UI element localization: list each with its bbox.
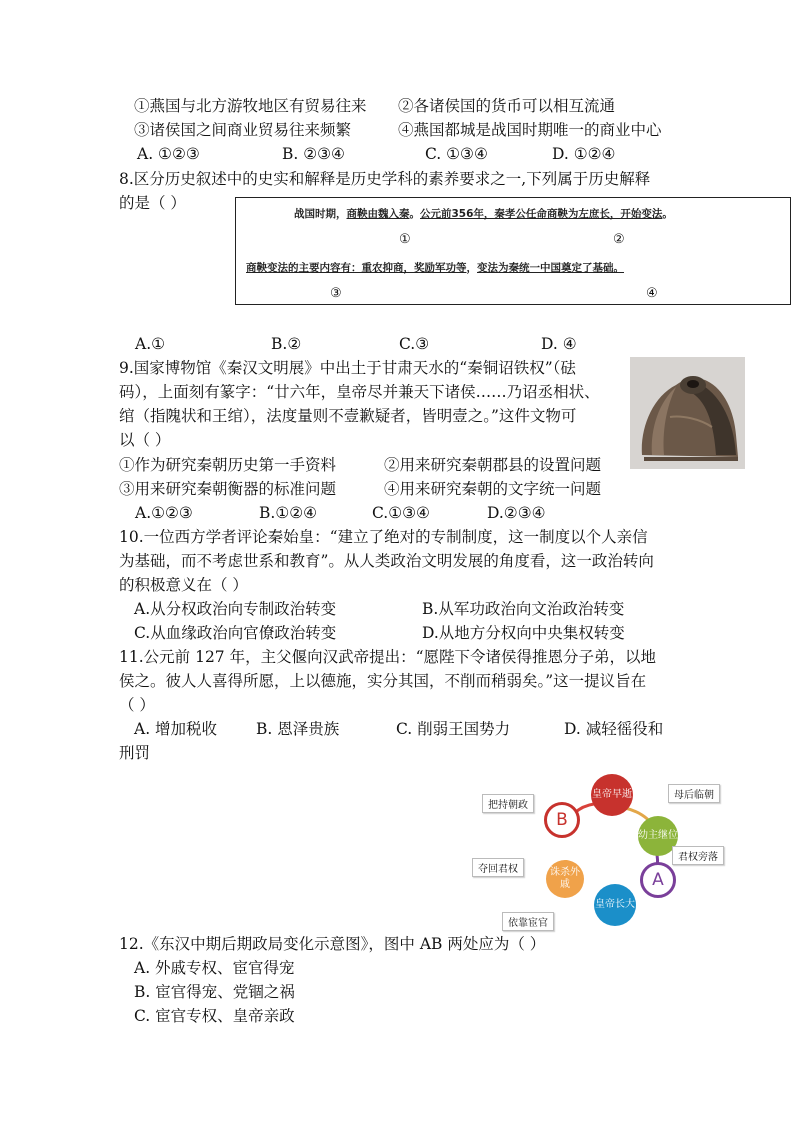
q12-choice-b: B. 宦官得宠、党锢之祸	[134, 983, 295, 1001]
q9-choice-a: A.①②③	[135, 504, 193, 522]
q7-option-3: ③诸侯国之间商业贸易往来频繁	[134, 121, 352, 139]
q9-stem-line1: 9.国家博物馆《秦汉文明展》中出土于甘肃天水的“秦铜诏铁权”（砝	[119, 359, 576, 377]
q10-choice-b: B.从军功政治向文治政治转变	[422, 600, 625, 618]
q8-fact-1: 商鞅由魏入秦	[346, 208, 410, 220]
politics-cycle-diagram	[470, 770, 740, 930]
q8-stem-line1: 8.区分历史叙述中的史实和解释是历史学科的素养要求之一,下列属于历史解释	[119, 170, 651, 188]
label-b: B	[544, 802, 580, 838]
q9-choice-d: D.②③④	[487, 504, 546, 522]
q7-option-1: ①燕国与北方游牧地区有贸易往来	[134, 97, 367, 115]
q8-mark-4: ④	[646, 286, 658, 301]
q7-option-2: ②各诸侯国的货币可以相互流通	[398, 97, 616, 115]
node-emperor-grows-up: 皇帝长大	[594, 884, 636, 926]
q9-option-3: ③用来研究秦朝衡器的标准问题	[119, 480, 337, 498]
tag-empress-regency: 母后临朝	[668, 784, 720, 803]
q9-choice-b: B.①②④	[259, 504, 318, 522]
q10-stem-line1: 10.一位西方学者评论秦始皇：“建立了绝对的专制制度，这一制度以个人亲信	[119, 528, 648, 546]
q8-fact-3: 商鞅变法的主要内容有：重农抑商，奖励军功等	[246, 262, 467, 274]
q8-text-a: 战国时期，	[294, 208, 347, 220]
q9-option-4: ④用来研究秦朝的文字统一问题	[384, 480, 602, 498]
tag-power-lost: 君权旁落	[672, 846, 724, 865]
q11-stem-line1: 11.公元前 127 年，主父偃向汉武帝提出：“愿陛下令诸侯得推恩分子弟，以地	[119, 648, 657, 666]
q11-choice-b: B. 恩泽贵族	[256, 720, 340, 738]
q11-choice-d: D. 减轻徭役和	[564, 720, 664, 738]
q7-choice-a: A. ①②③	[137, 145, 200, 163]
q7-option-4: ④燕国都城是战国时期唯一的商业中心	[398, 121, 662, 139]
q9-option-1: ①作为研究秦朝历史第一手资料	[119, 456, 337, 474]
q10-stem-line2: 为基础，而不考虑世系和教育”。从人类政治文明发展的角度看，这一政治转向	[119, 552, 654, 570]
node-emperor-dies-early: 皇帝早逝	[591, 774, 633, 816]
q8-fact-4: 变法为秦统一中国奠定了基础。	[477, 262, 624, 274]
q8-choice-c: C.③	[399, 335, 430, 353]
q8-mark-2: ②	[613, 232, 625, 247]
q8-text-c: 。	[409, 208, 420, 220]
q11-stem-line3: （ ）	[119, 696, 155, 714]
q8-choice-a: A.①	[135, 335, 166, 353]
q7-choice-c: C. ①③④	[425, 145, 488, 163]
q7-choice-d: D. ①②④	[552, 145, 616, 163]
q10-stem-line3: 的积极意义在（ ）	[119, 576, 248, 594]
q9-option-2: ②用来研究秦朝郡县的设置问题	[384, 456, 602, 474]
q7-choice-b: B. ②③④	[282, 145, 345, 163]
q10-choice-c: C.从血缘政治向官僚政治转变	[134, 624, 337, 642]
q11-choice-a: A. 增加税收	[134, 720, 218, 738]
tag-rely-eunuchs: 依靠宦官	[502, 912, 554, 931]
q9-choice-c: C.①③④	[372, 504, 430, 522]
label-a: A	[640, 862, 676, 898]
node-young-ruler: 幼主继位	[638, 816, 678, 856]
q8-mark-3: ③	[330, 286, 342, 301]
q8-choice-b: B.②	[271, 335, 302, 353]
q11-stem-line2: 侯之。彼人人喜得所愿，上以德施，实分其国，不削而稍弱矣。”这一提议旨在	[119, 672, 647, 690]
q12-choice-c: C. 宦官专权、皇帝亲政	[134, 1007, 295, 1025]
q8-text-f: ，	[466, 262, 477, 274]
iron-weight-photo	[630, 357, 745, 469]
q8-fact-2: 公元前356年，秦孝公任命商鞅为左庶长，开始变法	[420, 208, 663, 220]
q8-text-e: 。	[662, 208, 673, 220]
q9-stem-line3: 绾（指隗状和王绾），法度量则不壹歉疑者，皆明壹之。”这件文物可	[119, 407, 577, 425]
node-kill-relatives: 诛杀外戚	[546, 860, 584, 898]
q8-mark-1: ①	[399, 232, 411, 247]
q10-choice-a: A.从分权政治向专制政治转变	[134, 600, 337, 618]
q11-choice-d-cont: 刑罚	[119, 744, 151, 762]
q11-choice-c: C. 削弱王国势力	[396, 720, 511, 738]
q9-stem-line2: 码），上面刻有篆字：“廿六年，皇帝尽并兼天下诸侯……乃诏丞相状、	[119, 383, 600, 401]
q9-stem-line4: 以（ ）	[119, 431, 171, 449]
q8-material-box	[235, 197, 791, 305]
tag-control-court: 把持朝政	[482, 794, 534, 813]
q10-choice-d: D.从地方分权向中央集权转变	[422, 624, 625, 642]
q12-stem-line1: 12.《东汉中期后期政局变化示意图》，图中 AB 两处应为（ ）	[119, 935, 546, 953]
tag-regain-power: 夺回君权	[472, 858, 524, 877]
q12-choice-a: A. 外戚专权、宦官得宠	[134, 959, 295, 977]
q8-stem-line2: 的是（ ）	[119, 194, 186, 212]
q8-choice-d: D. ④	[541, 335, 577, 353]
